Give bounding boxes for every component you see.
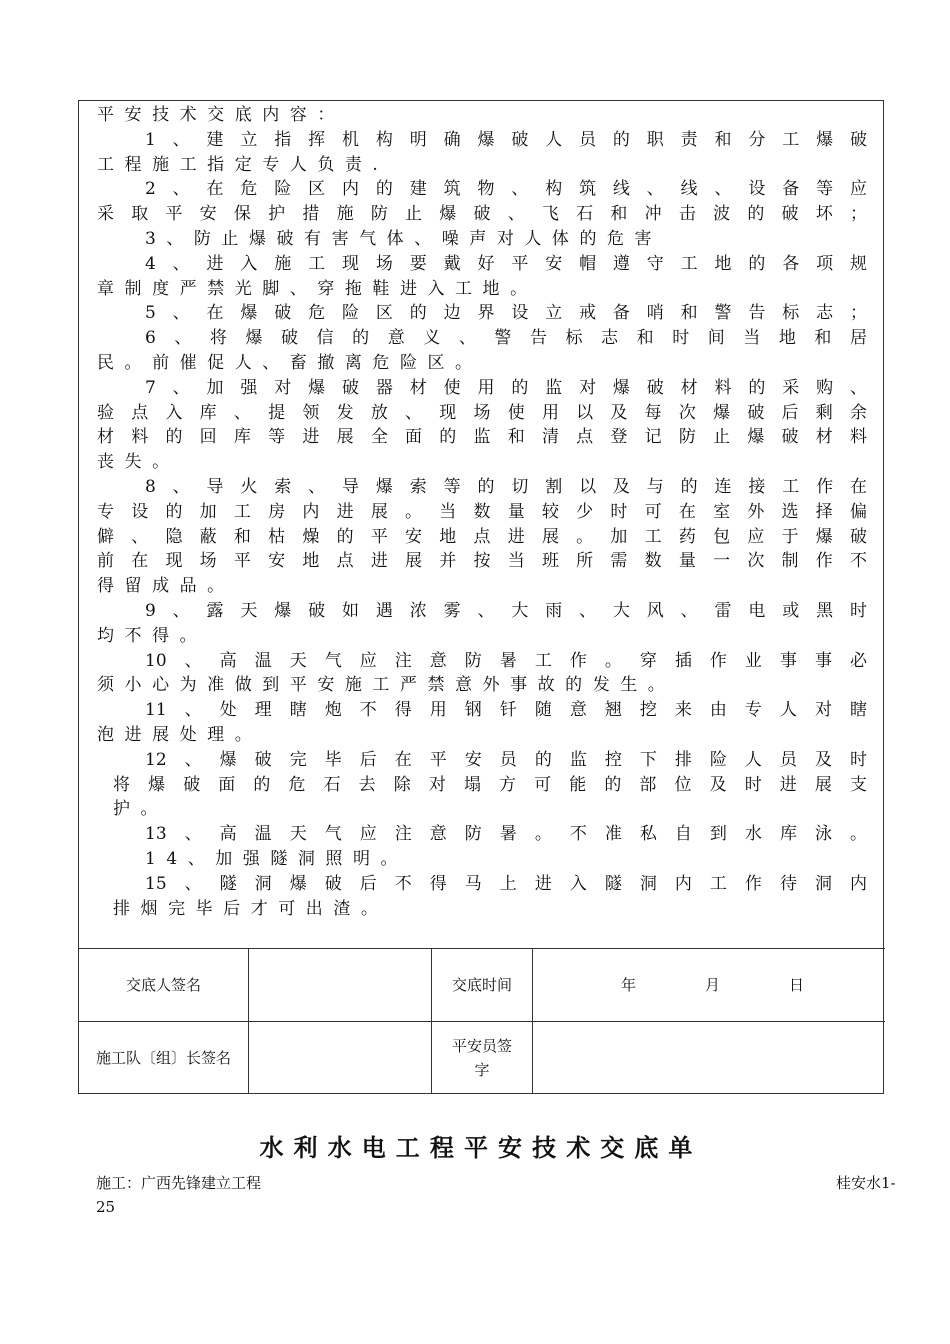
content-line: 10、高温天气应注意防暑工作。穿插作业事事必	[145, 650, 867, 671]
construction-unit: 施工：广西先锋建立工程	[96, 1174, 262, 1192]
disclosure-form	[78, 100, 884, 1094]
content-line: 验点入库、提领发放、现场使用以及每次爆破后剩余	[97, 402, 867, 423]
content-line: 专设的加工房内进展。当数量较少时可在室外选择偏	[97, 501, 867, 522]
content-line: 排烟完毕后才可出渣。	[113, 898, 389, 919]
signature-row-2	[79, 1022, 885, 1094]
content-line: 章制度严禁光脚、穿拖鞋进入工地。	[97, 278, 538, 299]
content-line: 6、将爆破信的意义、警告标志和时间当地和居	[145, 328, 867, 349]
content-line: 4、进入施工现场要戴好平安帽遵守工地的各项规	[145, 253, 867, 274]
content-line: 12、爆破完毕后在平安员的监控下排险人员及时	[145, 749, 867, 770]
discloser-signature-field[interactable]	[249, 949, 432, 1021]
content-line: 丧失。	[97, 452, 180, 473]
content-line: 1、建立指挥机构明确爆破人员的职责和分工爆破	[145, 129, 867, 150]
content-line: 9、露天爆破如遇浓雾、大雨、大风、雷电或黑时	[145, 600, 867, 621]
content-line: 泡进展处理。	[97, 724, 263, 745]
content-line: 材料的回库等进展全面的监和清点登记防止爆破材料	[97, 427, 867, 448]
safety-officer-signature-label: 平安员签字	[432, 1022, 533, 1094]
disclosure-content	[79, 101, 885, 949]
content-line: 14、加强隧洞照明。	[145, 848, 409, 869]
month-label: 月	[705, 976, 721, 994]
content-line: 得留成品。	[97, 576, 235, 597]
content-line: 民。前催促人、畜撤离危险区。	[97, 352, 483, 373]
content-line: 均不得。	[97, 625, 208, 646]
content-line: 前在现场平安地点进展并按当班所需数量一次制作不	[97, 551, 867, 572]
safety-officer-signature-field[interactable]	[533, 1022, 885, 1094]
day-label: 日	[789, 976, 805, 994]
content-line: 7、加强对爆破器材使用的监对爆破材料的采购、	[145, 377, 867, 398]
content-line: 护。	[113, 799, 169, 820]
disclosure-time-label: 交底时间	[432, 949, 533, 1021]
content-line: 5、在爆破危险区的边界设立戒备哨和警告标志；	[145, 303, 867, 324]
discloser-signature-label: 交底人签名	[79, 949, 249, 1021]
content-line: 工程施工指定专人负责.	[97, 154, 389, 175]
content-line: 将爆破面的危石去除对塌方可能的部位及时进展支	[113, 774, 867, 795]
content-line: 8、导火索、导爆索等的切割以及与的连接工作在	[145, 476, 867, 497]
content-line: 13、高温天气应注意防暑。不准私自到水库泳。	[145, 824, 867, 845]
content-line: 平安技术交底内容：	[97, 105, 345, 125]
content-line: 15、隧洞爆破后不得马上进入隧洞内工作待洞内	[145, 873, 867, 894]
document-title: 水利水电工程平安技术交底单	[259, 1133, 703, 1162]
team-leader-signature-label: 施工队〔组〕长签名	[79, 1022, 249, 1094]
content-line: 11、处理瞎炮不得用钢钎随意翘挖来由专人对瞎	[145, 700, 867, 721]
form-number-continued: 25	[96, 1198, 116, 1216]
content-line: 2、在危险区内的建筑物、构筑线、线、设备等应	[145, 179, 867, 200]
content-line: 采取平安保护措施防止爆破、飞石和冲击波的破坏；	[97, 204, 867, 225]
form-number: 桂安水1-	[836, 1174, 896, 1192]
year-label: 年	[621, 976, 637, 994]
team-leader-signature-field[interactable]	[249, 1022, 432, 1094]
content-line: 僻、隐蔽和枯燥的平安地点进展。加工药包应于爆破	[97, 526, 867, 547]
signature-row-1	[79, 949, 885, 1022]
disclosure-time-field[interactable]	[533, 949, 885, 1021]
content-line: 须小心为准做到平安施工严禁意外事故的发生。	[97, 675, 676, 696]
content-line: 3、防止爆破有害气体、噪声对人体的危害	[145, 228, 663, 249]
